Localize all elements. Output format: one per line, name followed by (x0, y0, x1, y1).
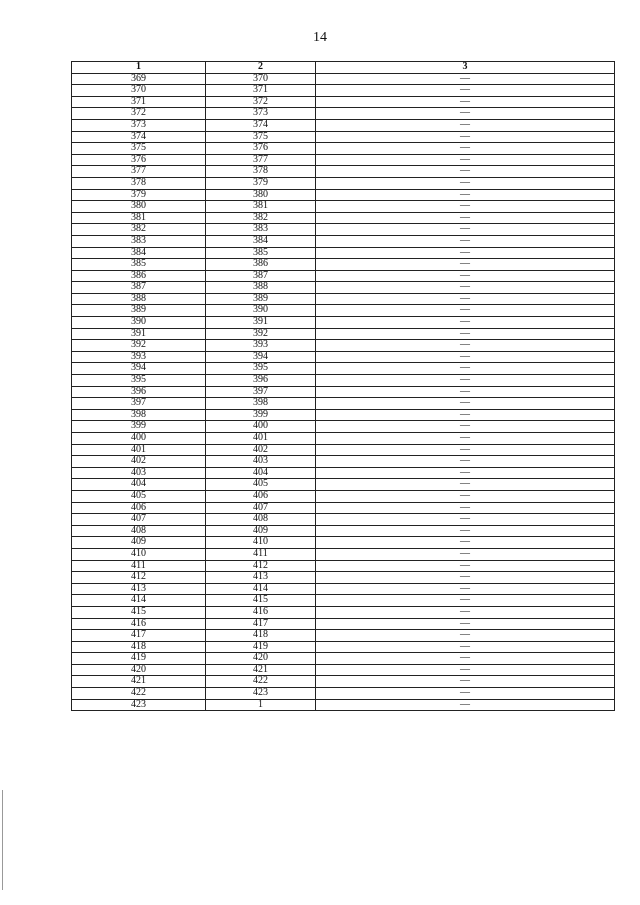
table-cell-col3: — (316, 201, 615, 213)
table-cell-col2: 396 (206, 375, 316, 387)
table-cell-col3: — (316, 293, 615, 305)
table-cell-col2: 408 (206, 514, 316, 526)
table-cell-col3: — (316, 421, 615, 433)
table-cell-col3: — (316, 108, 615, 120)
table-cell-col1: 415 (72, 606, 206, 618)
table-cell-col1: 371 (72, 96, 206, 108)
table-row (72, 409, 615, 421)
table-cell-col3: — (316, 618, 615, 630)
table-row (72, 305, 615, 317)
table-cell-col2: 398 (206, 398, 316, 410)
table-cell-col3: — (316, 119, 615, 131)
table-cell-col1: 387 (72, 282, 206, 294)
table-row (72, 282, 615, 294)
table-cell-col2: 394 (206, 351, 316, 363)
table-cell-col1: 407 (72, 514, 206, 526)
table-cell-col1: 417 (72, 630, 206, 642)
table-row (72, 606, 615, 618)
table-cell-col1: 402 (72, 456, 206, 468)
table-cell-col1: 388 (72, 293, 206, 305)
table-cell-col1: 395 (72, 375, 206, 387)
table-row (72, 444, 615, 456)
table-cell-col3: — (316, 351, 615, 363)
table-cell-col2: 378 (206, 166, 316, 178)
table-cell-col1: 385 (72, 259, 206, 271)
table-row (72, 479, 615, 491)
table-cell-col2: 1 (206, 699, 316, 711)
table-cell-col1: 383 (72, 235, 206, 247)
table-cell-col2: 405 (206, 479, 316, 491)
table-cell-col2: 373 (206, 108, 316, 120)
table-cell-col3: — (316, 630, 615, 642)
table-cell-col1: 374 (72, 131, 206, 143)
table-cell-col2: 415 (206, 595, 316, 607)
table-cell-col2: 393 (206, 340, 316, 352)
table-cell-col2: 371 (206, 85, 316, 97)
table-cell-col1: 399 (72, 421, 206, 433)
table-cell-col3: — (316, 699, 615, 711)
table-cell-col2: 382 (206, 212, 316, 224)
table-cell-col3: — (316, 398, 615, 410)
table-cell-col3: — (316, 375, 615, 387)
table-row (72, 502, 615, 514)
column-header-2: 2 (206, 62, 316, 74)
table-row (72, 131, 615, 143)
table-cell-col1: 377 (72, 166, 206, 178)
table-cell-col1: 405 (72, 490, 206, 502)
table-cell-col3: — (316, 456, 615, 468)
table-cell-col3: — (316, 595, 615, 607)
table-cell-col1: 419 (72, 653, 206, 665)
table-cell-col2: 412 (206, 560, 316, 572)
table-row (72, 560, 615, 572)
table-cell-col3: — (316, 270, 615, 282)
table-cell-col1: 379 (72, 189, 206, 201)
table-cell-col3: — (316, 525, 615, 537)
table-body (72, 73, 615, 711)
table-cell-col2: 417 (206, 618, 316, 630)
table-cell-col2: 397 (206, 386, 316, 398)
table-row (72, 618, 615, 630)
table-cell-col1: 376 (72, 154, 206, 166)
table-cell-col3: — (316, 328, 615, 340)
table-cell-col3: — (316, 189, 615, 201)
table-row (72, 317, 615, 329)
table-cell-col1: 418 (72, 641, 206, 653)
table-cell-col2: 413 (206, 572, 316, 584)
table-cell-col2: 389 (206, 293, 316, 305)
table-row (72, 340, 615, 352)
table-row (72, 595, 615, 607)
table-cell-col1: 421 (72, 676, 206, 688)
column-header-3: 3 (316, 62, 615, 74)
margin-line (2, 790, 3, 890)
table-cell-col3: — (316, 177, 615, 189)
table-row (72, 177, 615, 189)
table-cell-col1: 408 (72, 525, 206, 537)
table-cell-col3: — (316, 212, 615, 224)
table-cell-col2: 395 (206, 363, 316, 375)
table-cell-col3: — (316, 467, 615, 479)
table-row (72, 490, 615, 502)
table-cell-col2: 384 (206, 235, 316, 247)
table-cell-col3: — (316, 73, 615, 85)
table-cell-col3: — (316, 514, 615, 526)
table-cell-col3: — (316, 479, 615, 491)
table-cell-col1: 382 (72, 224, 206, 236)
table-row (72, 386, 615, 398)
table-cell-col2: 414 (206, 583, 316, 595)
table-cell-col2: 370 (206, 73, 316, 85)
table-cell-col3: — (316, 490, 615, 502)
table-cell-col3: — (316, 502, 615, 514)
table-row (72, 688, 615, 700)
table-cell-col2: 407 (206, 502, 316, 514)
table-cell-col2: 391 (206, 317, 316, 329)
table-cell-col2: 392 (206, 328, 316, 340)
table-cell-col3: — (316, 606, 615, 618)
table-row (72, 212, 615, 224)
table-cell-col1: 373 (72, 119, 206, 131)
table-row (72, 653, 615, 665)
table-cell-col1: 380 (72, 201, 206, 213)
table-row (72, 259, 615, 271)
table-cell-col3: — (316, 247, 615, 259)
table-row (72, 537, 615, 549)
page-number: 14 (313, 30, 327, 45)
table-row (72, 514, 615, 526)
table-cell-col1: 423 (72, 699, 206, 711)
table-cell-col1: 401 (72, 444, 206, 456)
table-cell-col2: 376 (206, 143, 316, 155)
table-cell-col1: 414 (72, 595, 206, 607)
table-cell-col3: — (316, 676, 615, 688)
table-cell-col1: 412 (72, 572, 206, 584)
table-cell-col3: — (316, 363, 615, 375)
table-cell-col3: — (316, 641, 615, 653)
table-cell-col1: 411 (72, 560, 206, 572)
table-cell-col3: — (316, 664, 615, 676)
table-cell-col2: 421 (206, 664, 316, 676)
table-cell-col3: — (316, 433, 615, 445)
table-cell-col1: 422 (72, 688, 206, 700)
table-row (72, 433, 615, 445)
table-cell-col1: 375 (72, 143, 206, 155)
table-cell-col2: 423 (206, 688, 316, 700)
table-cell-col2: 404 (206, 467, 316, 479)
table-cell-col1: 398 (72, 409, 206, 421)
table-cell-col1: 403 (72, 467, 206, 479)
table-cell-col3: — (316, 317, 615, 329)
header-row (72, 62, 615, 74)
table-cell-col2: 377 (206, 154, 316, 166)
table-cell-col2: 379 (206, 177, 316, 189)
table-cell-col1: 397 (72, 398, 206, 410)
table-row (72, 676, 615, 688)
table-cell-col2: 372 (206, 96, 316, 108)
table-cell-col2: 386 (206, 259, 316, 271)
table-cell-col3: — (316, 688, 615, 700)
table-cell-col2: 374 (206, 119, 316, 131)
table-cell-col1: 378 (72, 177, 206, 189)
table-cell-col1: 386 (72, 270, 206, 282)
table-cell-col2: 390 (206, 305, 316, 317)
table-cell-col3: — (316, 572, 615, 584)
table-cell-col2: 387 (206, 270, 316, 282)
table-row (72, 328, 615, 340)
table-row (72, 293, 615, 305)
table-cell-col2: 388 (206, 282, 316, 294)
table-cell-col3: — (316, 537, 615, 549)
table-row (72, 630, 615, 642)
table-row (72, 421, 615, 433)
table-row (72, 456, 615, 468)
table-cell-col1: 381 (72, 212, 206, 224)
table-cell-col1: 400 (72, 433, 206, 445)
table-cell-col2: 399 (206, 409, 316, 421)
table-cell-col2: 383 (206, 224, 316, 236)
table-row (72, 119, 615, 131)
table-cell-col2: 416 (206, 606, 316, 618)
table-row (72, 166, 615, 178)
table-cell-col3: — (316, 85, 615, 97)
table-cell-col3: — (316, 444, 615, 456)
table-cell-col1: 393 (72, 351, 206, 363)
table-cell-col1: 390 (72, 317, 206, 329)
table-cell-col1: 369 (72, 73, 206, 85)
table-cell-col2: 409 (206, 525, 316, 537)
table-cell-col1: 396 (72, 386, 206, 398)
table-cell-col1: 420 (72, 664, 206, 676)
table-cell-col1: 392 (72, 340, 206, 352)
table-cell-col3: — (316, 548, 615, 560)
table-cell-col3: — (316, 560, 615, 572)
table-cell-col2: 422 (206, 676, 316, 688)
table-row (72, 189, 615, 201)
table-row (72, 73, 615, 85)
column-header-1: 1 (72, 62, 206, 74)
table-cell-col2: 420 (206, 653, 316, 665)
table-cell-col3: — (316, 386, 615, 398)
table-cell-col3: — (316, 409, 615, 421)
table-cell-col1: 391 (72, 328, 206, 340)
table-cell-col2: 380 (206, 189, 316, 201)
table-cell-col2: 406 (206, 490, 316, 502)
table-row (72, 96, 615, 108)
table-row (72, 467, 615, 479)
table-cell-col3: — (316, 259, 615, 271)
table-cell-col2: 400 (206, 421, 316, 433)
table-cell-col2: 402 (206, 444, 316, 456)
table-cell-col2: 385 (206, 247, 316, 259)
table-cell-col2: 403 (206, 456, 316, 468)
table-row (72, 583, 615, 595)
table-header (72, 62, 615, 74)
table-cell-col3: — (316, 653, 615, 665)
table-row (72, 108, 615, 120)
table-cell-col1: 389 (72, 305, 206, 317)
table-cell-col3: — (316, 166, 615, 178)
table-row (72, 525, 615, 537)
table-cell-col2: 375 (206, 131, 316, 143)
table-cell-col3: — (316, 235, 615, 247)
table-row (72, 201, 615, 213)
table-row (72, 548, 615, 560)
table-cell-col1: 372 (72, 108, 206, 120)
table-row (72, 270, 615, 282)
table-cell-col2: 418 (206, 630, 316, 642)
table-cell-col3: — (316, 143, 615, 155)
table-row (72, 247, 615, 259)
table-cell-col3: — (316, 131, 615, 143)
table-row (72, 664, 615, 676)
table-row (72, 641, 615, 653)
table-row (72, 235, 615, 247)
table-cell-col1: 394 (72, 363, 206, 375)
table-cell-col3: — (316, 224, 615, 236)
table-cell-col3: — (316, 583, 615, 595)
table-cell-col1: 406 (72, 502, 206, 514)
table-row (72, 154, 615, 166)
table-cell-col2: 410 (206, 537, 316, 549)
table-row (72, 398, 615, 410)
table-cell-col1: 416 (72, 618, 206, 630)
table-cell-col1: 410 (72, 548, 206, 560)
table-cell-col2: 419 (206, 641, 316, 653)
table-cell-col3: — (316, 96, 615, 108)
table-cell-col3: — (316, 340, 615, 352)
table-cell-col2: 401 (206, 433, 316, 445)
table-cell-col1: 404 (72, 479, 206, 491)
table-cell-col3: — (316, 282, 615, 294)
table-cell-col2: 411 (206, 548, 316, 560)
table-row (72, 85, 615, 97)
table-row (72, 363, 615, 375)
table-cell-col1: 370 (72, 85, 206, 97)
table-cell-col1: 384 (72, 247, 206, 259)
table-row (72, 224, 615, 236)
table-row (72, 351, 615, 363)
table-cell-col2: 381 (206, 201, 316, 213)
table-cell-col1: 409 (72, 537, 206, 549)
table-row (72, 143, 615, 155)
data-table (71, 61, 615, 711)
table-cell-col3: — (316, 305, 615, 317)
table-row (72, 572, 615, 584)
table-row (72, 699, 615, 711)
table-cell-col1: 413 (72, 583, 206, 595)
table-cell-col3: — (316, 154, 615, 166)
table-row (72, 375, 615, 387)
